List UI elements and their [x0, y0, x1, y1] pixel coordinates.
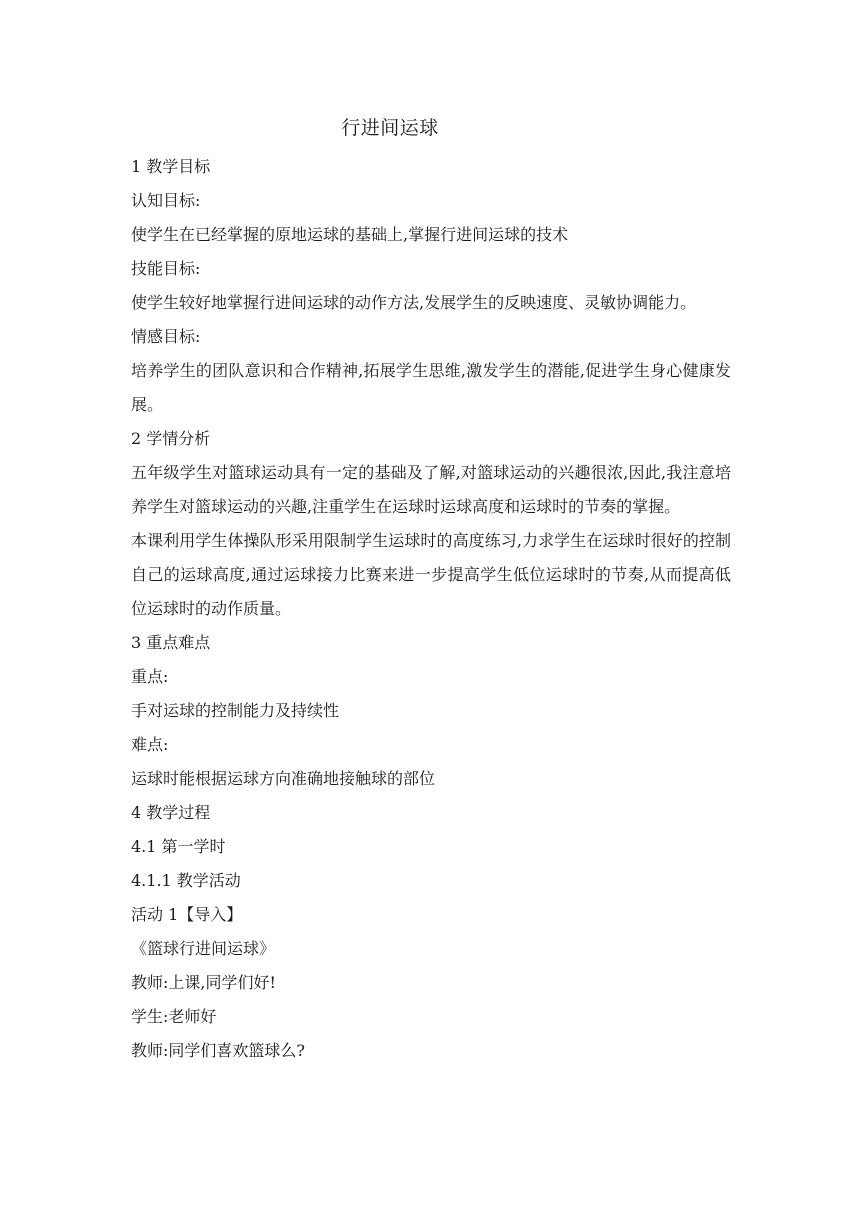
skill-objective-label: 技能目标: [131, 259, 201, 278]
lesson-name: 《篮球行进间运球》 [131, 939, 276, 958]
dialog-line-2: 学生:老师好 [131, 1007, 217, 1026]
cognitive-objective-text: 使学生在已经掌握的原地运球的基础上,掌握行进间运球的技术 [131, 225, 569, 244]
emotion-objective-label: 情感目标: [131, 327, 201, 346]
emotion-objective-text: 培养学生的团队意识和合作精神,拓展学生思维,激发学生的潜能,促进学生身心健康发展。 [131, 361, 731, 414]
subsection-heading-activities: 4.1.1 教学活动 [131, 871, 241, 890]
analysis-paragraph-2: 本课利用学生体操队形采用限制学生运球时的高度练习,力求学生在运球时很好的控制自己的运球高度,通过运球接力比赛来进一步提高学生低位运球时的节奏,从而提高低位运球时的动作质量。 [131, 531, 731, 618]
section-heading-analysis: 2 学情分析 [131, 429, 211, 448]
difficulty-text: 运球时能根据运球方向准确地接触球的部位 [131, 769, 436, 788]
subsection-heading-first-period: 4.1 第一学时 [131, 837, 226, 856]
difficulty-label: 难点: [131, 735, 169, 754]
key-point-text: 手对运球的控制能力及持续性 [131, 701, 340, 720]
section-heading-key-points: 3 重点难点 [131, 633, 211, 652]
section-heading-objectives: 1 教学目标 [131, 157, 211, 176]
key-point-label: 重点: [131, 667, 169, 686]
document-title: 行进间运球 [341, 117, 439, 139]
analysis-paragraph-1: 五年级学生对篮球运动具有一定的基础及了解,对篮球运动的兴趣很浓,因此,我注意培养学生对篮球运动的兴趣,注重学生在运球时运球高度和运球时的节奏的掌握。 [131, 463, 731, 516]
document-body [131, 150, 731, 1068]
skill-objective-text: 使学生较好地掌握行进间运球的动作方法,发展学生的反映速度、灵敏协调能力。 [131, 293, 697, 312]
section-heading-process: 4 教学过程 [131, 803, 211, 822]
cognitive-objective-label: 认知目标: [131, 191, 201, 210]
dialog-line-1: 教师:上课,同学们好! [131, 973, 276, 992]
activity-1-label: 活动 1【导入】 [131, 905, 243, 924]
dialog-line-3: 教师:同学们喜欢篮球么? [131, 1041, 305, 1060]
